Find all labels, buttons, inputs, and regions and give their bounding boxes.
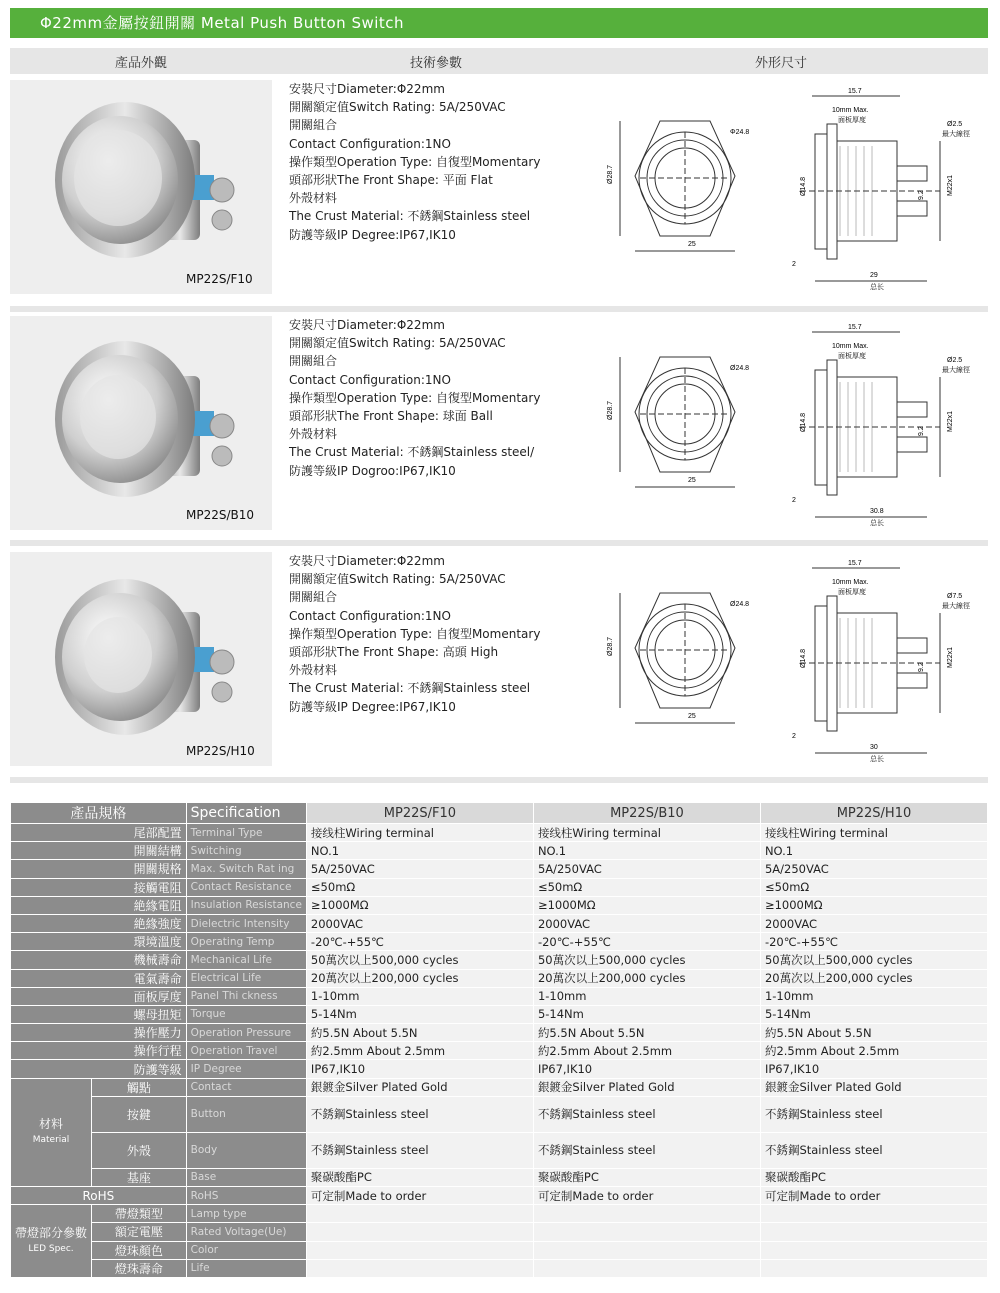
row-en: Mechanical Life: [186, 951, 306, 969]
spec-line: The Crust Material: 不銹鋼Stainless steel/: [289, 445, 535, 460]
row-value: 可定制Made to order: [533, 1187, 760, 1205]
dimension-drawing: [600, 312, 988, 532]
row-value: [533, 1259, 760, 1277]
row-value: 1-10mm: [533, 987, 760, 1005]
row-value: -20℃-+55℃: [533, 933, 760, 951]
row-value: [760, 1223, 987, 1241]
spec-line: 安裝尺寸Diameter:Φ22mm: [289, 82, 445, 96]
svg-text:Ø2.5: Ø2.5: [947, 121, 963, 128]
table-row: [11, 896, 988, 914]
switch-photo-icon: [10, 316, 272, 530]
product-block: [10, 546, 988, 772]
svg-text:Φ24.8: Φ24.8: [730, 129, 750, 136]
svg-text:2: 2: [792, 733, 796, 740]
row-cn: 燈珠顏色: [92, 1241, 187, 1259]
row-value: 約5.5N About 5.5N: [306, 1024, 533, 1042]
svg-text:Ø14.8: Ø14.8: [800, 176, 807, 196]
table-row: [11, 1042, 988, 1060]
svg-text:总长: 总长: [870, 284, 884, 291]
row-value: 20萬次以上200,000 cycles: [306, 969, 533, 987]
row-value: [533, 1223, 760, 1241]
row-value: 1-10mm: [306, 987, 533, 1005]
row-value: [306, 1259, 533, 1277]
spec-line: 外殼材料: [289, 427, 338, 442]
dim-width-label: 25: [688, 477, 696, 484]
row-cn: 面板厚度: [11, 987, 187, 1005]
spec-line: 外殼材料: [289, 663, 338, 678]
svg-text:Ø28.7: Ø28.7: [607, 400, 614, 420]
row-en: IP Degree: [186, 1060, 306, 1078]
row-cn: 防護等級: [11, 1060, 187, 1078]
svg-text:Ø28.7: Ø28.7: [607, 164, 614, 184]
spec-line: 開關額定值Switch Rating: 5A/250VAC: [289, 336, 506, 351]
svg-text:Ø2.5: Ø2.5: [947, 357, 963, 364]
row-value: 5A/250VAC: [760, 860, 987, 878]
row-value: 20萬次以上200,000 cycles: [533, 969, 760, 987]
spec-line: 開關組合: [289, 590, 338, 605]
svg-text:总长: 总长: [870, 756, 884, 763]
row-value: 不銹鋼Stainless steel: [533, 1132, 760, 1168]
svg-text:M22x1: M22x1: [947, 174, 954, 196]
table-row: [11, 1096, 988, 1132]
row-en: Operating Temp: [186, 933, 306, 951]
row-value: [306, 1205, 533, 1223]
spec-line: 操作類型Operation Type: 自復型Momentary: [289, 626, 541, 641]
spec-line: 頭部形狀The Front Shape: 平面 Flat: [289, 173, 493, 188]
table-row: [11, 842, 988, 860]
row-value: 5-14Nm: [760, 1005, 987, 1023]
svg-text:M22x1: M22x1: [947, 410, 954, 432]
spec-table: [10, 802, 988, 1278]
row-value: -20℃-+55℃: [306, 933, 533, 951]
svg-text:面板厚度: 面板厚度: [838, 589, 866, 596]
row-en: Life: [186, 1259, 306, 1277]
spec-line: 防護等級IP Dogroo:IP67,IK10: [289, 463, 456, 478]
table-row: [11, 1060, 988, 1078]
separator: [10, 540, 988, 546]
row-value: 5A/250VAC: [533, 860, 760, 878]
row-value: NO.1: [306, 842, 533, 860]
svg-text:最大線徑: 最大線徑: [942, 603, 970, 610]
row-cn: RoHS: [11, 1187, 187, 1205]
row-cn: 電氣壽命: [11, 969, 187, 987]
row-value: 2000VAC: [760, 914, 987, 932]
row-value: [760, 1205, 987, 1223]
model-label: MP22S/H10: [186, 744, 255, 758]
table-row: [11, 1259, 988, 1277]
row-value: 不銹鋼Stainless steel: [760, 1096, 987, 1132]
table-row: [11, 824, 988, 842]
row-cn: 環境溫度: [11, 933, 187, 951]
row-en: Panel Thi ckness: [186, 987, 306, 1005]
row-value: [760, 1259, 987, 1277]
row-value: 接线柱Wiring terminal: [760, 824, 987, 842]
table-row: [11, 1168, 988, 1186]
spec-lines: [289, 316, 540, 480]
product-block: [10, 74, 988, 300]
svg-text:10mm Max.: 10mm Max.: [832, 579, 869, 586]
row-value: 不銹鋼Stainless steel: [533, 1096, 760, 1132]
row-value: 5-14Nm: [533, 1005, 760, 1023]
svg-text:总长: 总长: [870, 520, 884, 527]
spec-line: Contact Configuration:1NO: [289, 372, 451, 387]
table-row: [11, 969, 988, 987]
row-value: 5-14Nm: [306, 1005, 533, 1023]
table-head-en: Specification: [186, 803, 306, 824]
table-model-header: MP22S/B10: [533, 803, 760, 824]
table-model-header: MP22S/F10: [306, 803, 533, 824]
row-en: Torque: [186, 1005, 306, 1023]
spec-line: 開關組合: [289, 118, 338, 133]
led-group: 帶燈部分參數 LED Spec.: [11, 1205, 92, 1278]
row-value: [533, 1205, 760, 1223]
spec-line: 頭部形狀The Front Shape: 球面 Ball: [289, 409, 493, 424]
svg-text:2: 2: [792, 261, 796, 268]
svg-text:Ø24.8: Ø24.8: [730, 601, 750, 608]
model-label: MP22S/F10: [186, 272, 253, 286]
row-en: Switching: [186, 842, 306, 860]
row-value: 約2.5mm About 2.5mm: [306, 1042, 533, 1060]
row-value: 可定制Made to order: [760, 1187, 987, 1205]
svg-text:Ø14.8: Ø14.8: [800, 412, 807, 432]
column-params: 技術參數: [410, 56, 463, 71]
row-value: 約5.5N About 5.5N: [533, 1024, 760, 1042]
row-en: RoHS: [186, 1187, 306, 1205]
table-header-row: [11, 803, 988, 824]
row-value: 接线柱Wiring terminal: [306, 824, 533, 842]
row-value: 50萬次以上500,000 cycles: [533, 951, 760, 969]
product-photo: [10, 552, 272, 766]
row-value: [306, 1223, 533, 1241]
row-value: 約2.5mm About 2.5mm: [533, 1042, 760, 1060]
row-value: 20萬次以上200,000 cycles: [760, 969, 987, 987]
row-cn: 尾部配置: [11, 824, 187, 842]
row-value: ≤50mΩ: [760, 878, 987, 896]
row-value: 銀鍍金Silver Plated Gold: [306, 1078, 533, 1096]
row-cn: 基座: [92, 1168, 187, 1186]
table-row: [11, 951, 988, 969]
product-photo: [10, 80, 272, 294]
row-value: NO.1: [533, 842, 760, 860]
row-value: 2000VAC: [306, 914, 533, 932]
svg-text:面板厚度: 面板厚度: [838, 117, 866, 124]
row-en: Operation Travel: [186, 1042, 306, 1060]
table-row: [11, 1241, 988, 1259]
row-value: 約5.5N About 5.5N: [760, 1024, 987, 1042]
table-row: [11, 1024, 988, 1042]
row-cn: 操作行程: [11, 1042, 187, 1060]
table-row: [11, 1078, 988, 1096]
row-value: ≥1000MΩ: [760, 896, 987, 914]
row-value: -20℃-+55℃: [760, 933, 987, 951]
svg-text:Ø7.5: Ø7.5: [947, 593, 963, 600]
svg-text:15.7: 15.7: [848, 560, 862, 567]
row-value: 銀鍍金Silver Plated Gold: [533, 1078, 760, 1096]
row-value: ≥1000MΩ: [533, 896, 760, 914]
row-value: 不銹鋼Stainless steel: [306, 1096, 533, 1132]
spec-line: Contact Configuration:1NO: [289, 136, 451, 151]
row-cn: 接觸電阻: [11, 878, 187, 896]
row-en: Dielectric Intensity: [186, 914, 306, 932]
column-dims: 外形尺寸: [755, 56, 808, 71]
column-appearance: 產品外觀: [115, 56, 168, 71]
row-cn: 開關規格: [11, 860, 187, 878]
separator: [10, 306, 988, 312]
svg-text:最大線徑: 最大線徑: [942, 131, 970, 138]
svg-text:面板厚度: 面板厚度: [838, 353, 866, 360]
row-en: Rated Voltage(Ue): [186, 1223, 306, 1241]
spec-line: 安裝尺寸Diameter:Φ22mm: [289, 318, 445, 332]
switch-photo-icon: [10, 552, 272, 766]
spec-line: 開關額定值Switch Rating: 5A/250VAC: [289, 100, 506, 115]
row-value: 銀鍍金Silver Plated Gold: [760, 1078, 987, 1096]
row-en: Contact Resistance: [186, 878, 306, 896]
row-cn: 絶緣電阻: [11, 896, 187, 914]
row-en: Contact: [186, 1078, 306, 1096]
svg-text:10mm Max.: 10mm Max.: [832, 107, 869, 114]
table-row: [11, 860, 988, 878]
spec-lines: [289, 552, 540, 716]
row-en: Color: [186, 1241, 306, 1259]
row-value: 聚碳酸酯PC: [533, 1168, 760, 1186]
spec-lines: [289, 80, 540, 244]
material-group: 材料 Material: [11, 1078, 92, 1186]
dimension-drawing: [600, 76, 988, 296]
svg-text:M22x1: M22x1: [947, 646, 954, 668]
row-cn: 外殼: [92, 1132, 187, 1168]
row-value: 聚碳酸酯PC: [760, 1168, 987, 1186]
row-value: IP67,IK10: [760, 1060, 987, 1078]
svg-text:2: 2: [792, 497, 796, 504]
row-cn: 絶緣強度: [11, 914, 187, 932]
product-photo: [10, 316, 272, 530]
row-value: 不銹鋼Stainless steel: [760, 1132, 987, 1168]
table-row: [11, 914, 988, 932]
row-cn: 操作壓力: [11, 1024, 187, 1042]
svg-text:15.7: 15.7: [848, 324, 862, 331]
spec-line: 頭部形狀The Front Shape: 高頭 High: [289, 645, 499, 660]
svg-text:Ø24.8: Ø24.8: [730, 365, 750, 372]
spec-line: 操作類型Operation Type: 自復型Momentary: [289, 390, 541, 405]
row-en: Electrical Life: [186, 969, 306, 987]
row-value: 不銹鋼Stainless steel: [306, 1132, 533, 1168]
row-value: 5A/250VAC: [306, 860, 533, 878]
page-banner: Φ22mm金屬按鈕開關 Metal Push Button Switch: [10, 8, 988, 38]
table-row: [11, 878, 988, 896]
row-value: 約2.5mm About 2.5mm: [760, 1042, 987, 1060]
svg-text:Ø28.7: Ø28.7: [607, 636, 614, 656]
separator: [10, 777, 988, 783]
row-value: ≤50mΩ: [533, 878, 760, 896]
svg-text:10mm Max.: 10mm Max.: [832, 343, 869, 350]
svg-text:9.2: 9.2: [918, 190, 925, 200]
svg-text:9.2: 9.2: [918, 662, 925, 672]
switch-photo-icon: [10, 80, 272, 294]
table-model-header: MP22S/H10: [760, 803, 987, 824]
svg-text:9.2: 9.2: [918, 426, 925, 436]
product-block: [10, 310, 988, 536]
table-row: [11, 1205, 988, 1223]
row-en: Button: [186, 1096, 306, 1132]
row-value: 接线柱Wiring terminal: [533, 824, 760, 842]
row-value: 50萬次以上500,000 cycles: [306, 951, 533, 969]
row-value: [533, 1241, 760, 1259]
row-value: 50萬次以上500,000 cycles: [760, 951, 987, 969]
table-row: [11, 1187, 988, 1205]
row-en: Lamp type: [186, 1205, 306, 1223]
spec-line: The Crust Material: 不銹鋼Stainless steel: [289, 209, 531, 224]
row-cn: 燈珠壽命: [92, 1259, 187, 1277]
dim-width-label: 25: [688, 713, 696, 720]
svg-text:15.7: 15.7: [848, 88, 862, 95]
row-cn: 額定電壓: [92, 1223, 187, 1241]
row-en: Operation Pressure: [186, 1024, 306, 1042]
spec-line: 防護等級IP Degree:IP67,IK10: [289, 227, 456, 242]
svg-text:30: 30: [870, 744, 878, 751]
spec-line: 外殼材料: [289, 191, 338, 206]
row-value: 可定制Made to order: [306, 1187, 533, 1205]
row-value: 聚碳酸酯PC: [306, 1168, 533, 1186]
row-value: [760, 1241, 987, 1259]
row-cn: 螺母扭矩: [11, 1005, 187, 1023]
row-cn: 開關結構: [11, 842, 187, 860]
row-en: Max. Switch Rat ing: [186, 860, 306, 878]
row-cn: 帶燈類型: [92, 1205, 187, 1223]
row-value: 1-10mm: [760, 987, 987, 1005]
spec-line: 安裝尺寸Diameter:Φ22mm: [289, 554, 445, 568]
row-value: 2000VAC: [533, 914, 760, 932]
spec-line: The Crust Material: 不銹鋼Stainless steel: [289, 681, 531, 696]
column-header-bar: [10, 48, 988, 74]
row-en: Body: [186, 1132, 306, 1168]
spec-line: 開關額定值Switch Rating: 5A/250VAC: [289, 572, 506, 587]
table-row: [11, 933, 988, 951]
table-row: [11, 1005, 988, 1023]
svg-text:30.8: 30.8: [870, 508, 884, 515]
spec-line: 防護等級IP Degree:IP67,IK10: [289, 699, 456, 714]
dim-width-label: 25: [688, 241, 696, 248]
spec-line: 操作類型Operation Type: 自復型Momentary: [289, 154, 541, 169]
row-value: ≥1000MΩ: [306, 896, 533, 914]
svg-text:最大線徑: 最大線徑: [942, 367, 970, 374]
model-label: MP22S/B10: [186, 508, 255, 522]
row-en: Terminal Type: [186, 824, 306, 842]
row-value: [306, 1241, 533, 1259]
row-en: Insulation Resistance: [186, 896, 306, 914]
svg-text:Ø14.8: Ø14.8: [800, 648, 807, 668]
row-value: NO.1: [760, 842, 987, 860]
table-head-cn: 產品規格: [11, 803, 187, 824]
spec-line: 開關組合: [289, 354, 338, 369]
row-value: IP67,IK10: [306, 1060, 533, 1078]
row-value: ≤50mΩ: [306, 878, 533, 896]
table-row: [11, 1132, 988, 1168]
svg-text:29: 29: [870, 272, 878, 279]
table-row: [11, 1223, 988, 1241]
row-cn: 觸點: [92, 1078, 187, 1096]
row-value: IP67,IK10: [533, 1060, 760, 1078]
row-cn: 按鍵: [92, 1096, 187, 1132]
dimension-drawing: [600, 548, 988, 768]
row-cn: 機械壽命: [11, 951, 187, 969]
spec-line: Contact Configuration:1NO: [289, 608, 451, 623]
row-en: Base: [186, 1168, 306, 1186]
table-row: [11, 987, 988, 1005]
